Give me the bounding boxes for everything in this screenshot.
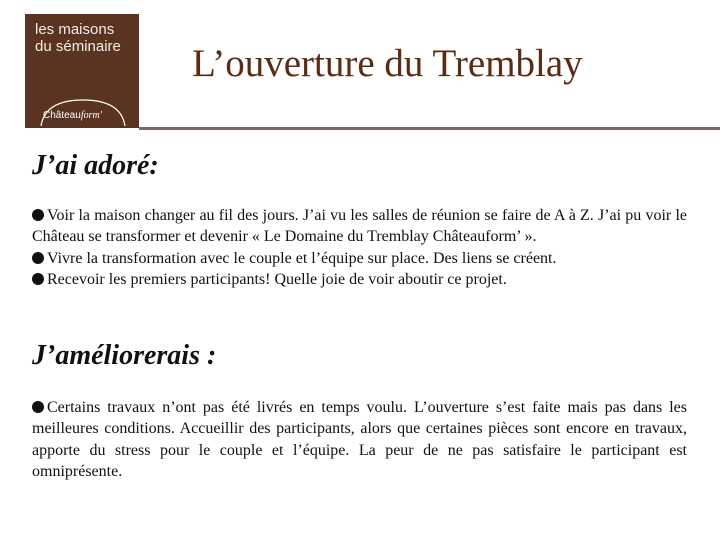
bullet-item [32, 397, 687, 482]
page-title: L’ouverture du Tremblay [192, 42, 583, 85]
bullet-text: Certains travaux n’ont pas été livrés en temps voulu. L’ouverture s’est faite mais pas dans les meilleures conditions. Accueillir des participants, alors que certaines pièces sont encore en travaux, apporte du stress pour le couple et l’équipe. La peur de ne pas satisfaire le participant est omniprésente. [32, 399, 687, 480]
section-heading-liked: J’ai adoré: [32, 150, 159, 181]
section-body-liked [32, 205, 687, 290]
logo-brand-italic: form' [80, 110, 102, 121]
bullet-item [32, 205, 687, 248]
logo-text-line1: les maisons [35, 21, 115, 38]
logo-text-line2: du séminaire [35, 38, 121, 55]
bullet-text: Recevoir les premiers participants! Quelle joie de voir aboutir ce projet. [47, 270, 507, 288]
bullet-icon [32, 209, 44, 221]
bullet-icon [32, 273, 44, 285]
bullet-text: Vivre la transformation avec le couple et l’équipe sur place. Des liens se créent. [47, 249, 557, 267]
brand-logo [25, 14, 139, 128]
bullet-icon [32, 401, 44, 413]
bullet-item [32, 269, 687, 290]
logo-brand-main: Château [43, 110, 81, 121]
bullet-text: Voir la maison changer au fil des jours. J’ai vu les salles de réunion se faire de A à Z. J’ai pu voir le Château se transformer et devenir « Le Domaine du Tremblay Châteauform’ ». [32, 207, 687, 246]
bullet-item [32, 248, 687, 269]
title-divider [139, 127, 720, 130]
section-heading-improve: J’améliorerais : [32, 340, 217, 371]
section-body-improve [32, 397, 687, 482]
logo-brand [43, 110, 102, 121]
bullet-icon [32, 252, 44, 264]
